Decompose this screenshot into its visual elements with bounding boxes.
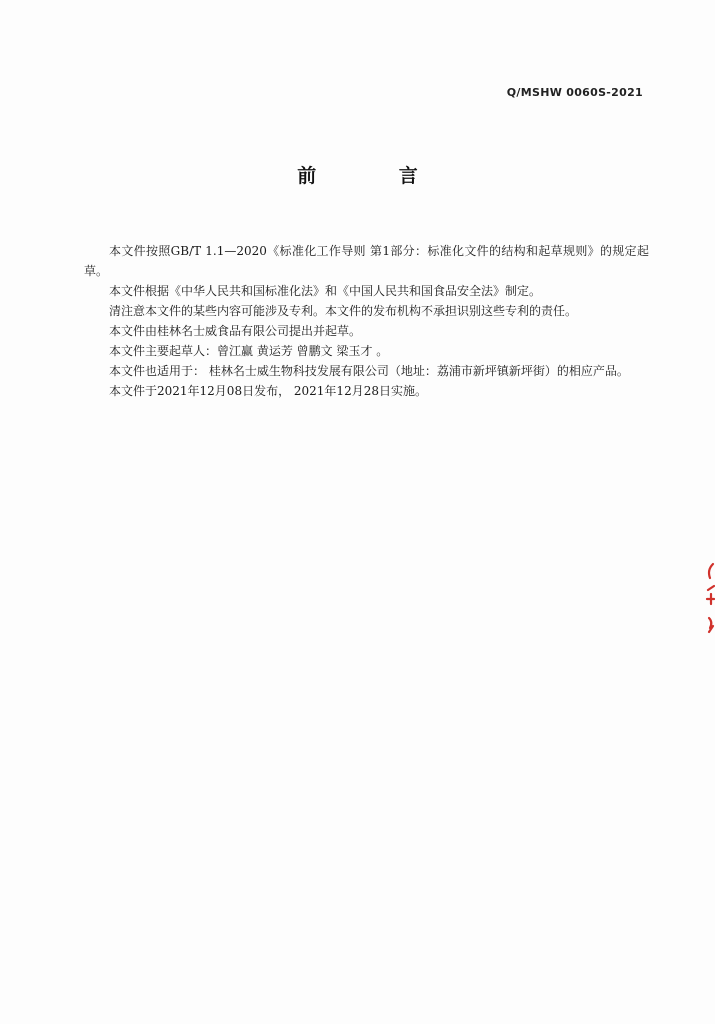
foreword-body [84,241,649,401]
page-title: 前 言 [297,165,456,187]
paragraph-dates: 本文件于2021年12月08日发布， 2021年12月28日实施。 [109,384,427,398]
red-seal-stamp [701,556,715,642]
paragraph-legal-basis: 本文件根据《中华人民共和国标准化法》和《中国人民共和国食品安全法》制定。 [109,284,542,298]
paragraph-applicability: 本文件也适用于： 桂林名士威生物科技发展有限公司（地址：荔浦市新坪镇新坪街）的相应产品。 [109,364,629,378]
paragraph-drafters: 本文件主要起草人：曾江赢 黄运芳 曾鹏文 梁玉才 。 [109,344,389,358]
paragraph-drafting-basis: 本文件按照GB/T 1.1—2020《标准化工作导则 第1部分：标准化文件的结构和起草规则》的规定起草。 [84,244,649,278]
paragraph-proposer: 本文件由桂林名士威食品有限公司提出并起草。 [109,324,362,338]
standard-code: Q/MSHW 0060S-2021 [506,86,643,99]
paragraph-patent-notice: 清注意本文件的某些内容可能涉及专利。本文件的发布机构不承担识别这些专利的责任。 [109,304,578,318]
seal-fragment-icon [701,556,715,642]
